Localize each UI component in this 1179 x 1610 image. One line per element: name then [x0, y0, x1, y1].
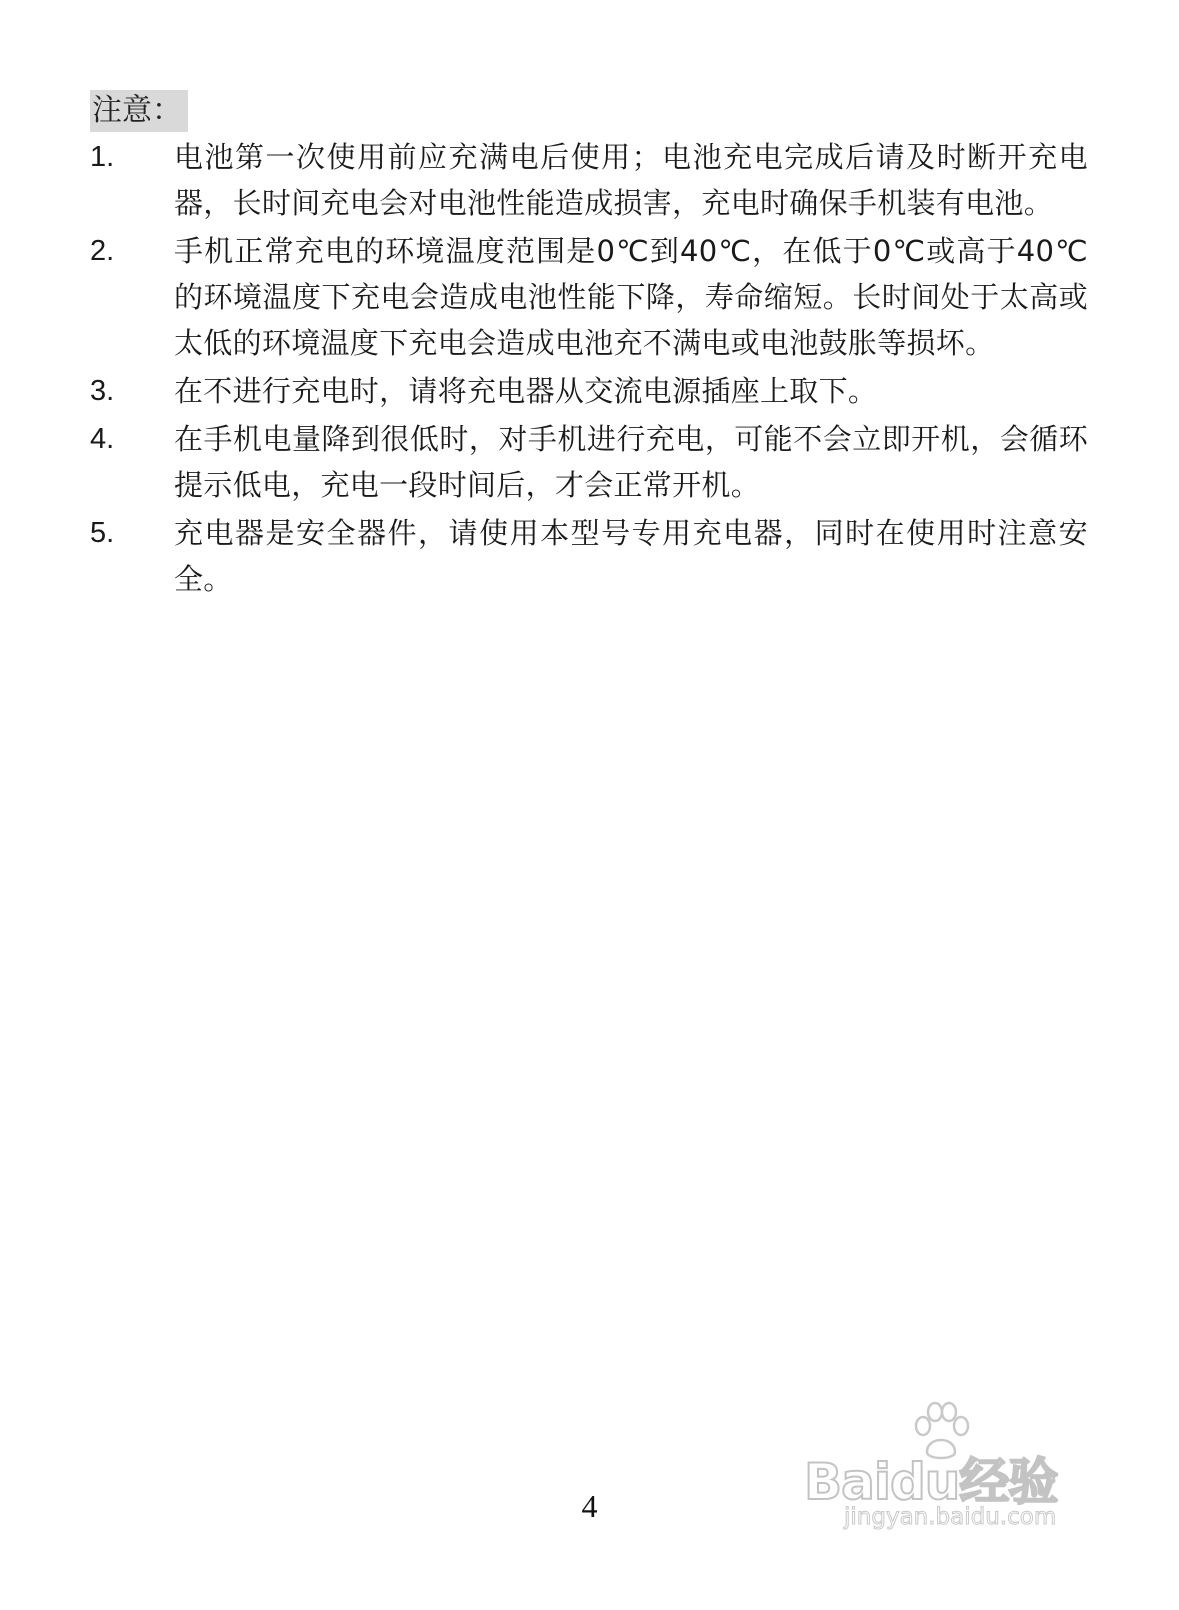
note-heading: 注意：: [90, 90, 188, 132]
item-text: 在手机电量降到很低时，对手机进行充电，可能不会立即开机，会循环提示低电，充电一段时间后，才会正常开机。: [174, 422, 1088, 502]
list-item: [88, 134, 1088, 226]
page-number: 4: [581, 1488, 598, 1524]
watermark-logo: Baidu经验: [804, 1453, 1058, 1511]
watermark-url: jingyan.baidu.com: [844, 1504, 1057, 1530]
item-number: 4.: [90, 423, 115, 455]
list-item: [88, 510, 1088, 602]
item-number: 1.: [90, 141, 115, 173]
item-text: 充电器是安全器件，请使用本型号专用充电器，同时在使用时注意安全。: [174, 516, 1088, 596]
item-text: 在不进行充电时，请将充电器从交流电源插座上取下。: [174, 374, 878, 408]
list-item: [88, 368, 1088, 414]
item-text: 电池第一次使用前应充满电后使用；电池充电完成后请及时断开充电器，长时间充电会对电池性能造成损害，充电时确保手机装有电池。: [174, 140, 1088, 220]
item-text: 手机正常充电的环境温度范围是0℃到40℃，在低于0℃或高于40℃的环境温度下充电会造成电池性能下降，寿命缩短。长时间处于太高或太低的环境温度下充电会造成电池充不满电或电池鼓胀等损坏。: [174, 234, 1088, 360]
list-item: [88, 416, 1088, 508]
notes-list: [88, 134, 1088, 604]
list-item: [88, 228, 1088, 366]
item-number: 5.: [90, 517, 115, 549]
item-number: 3.: [90, 375, 115, 407]
item-number: 2.: [90, 235, 115, 267]
